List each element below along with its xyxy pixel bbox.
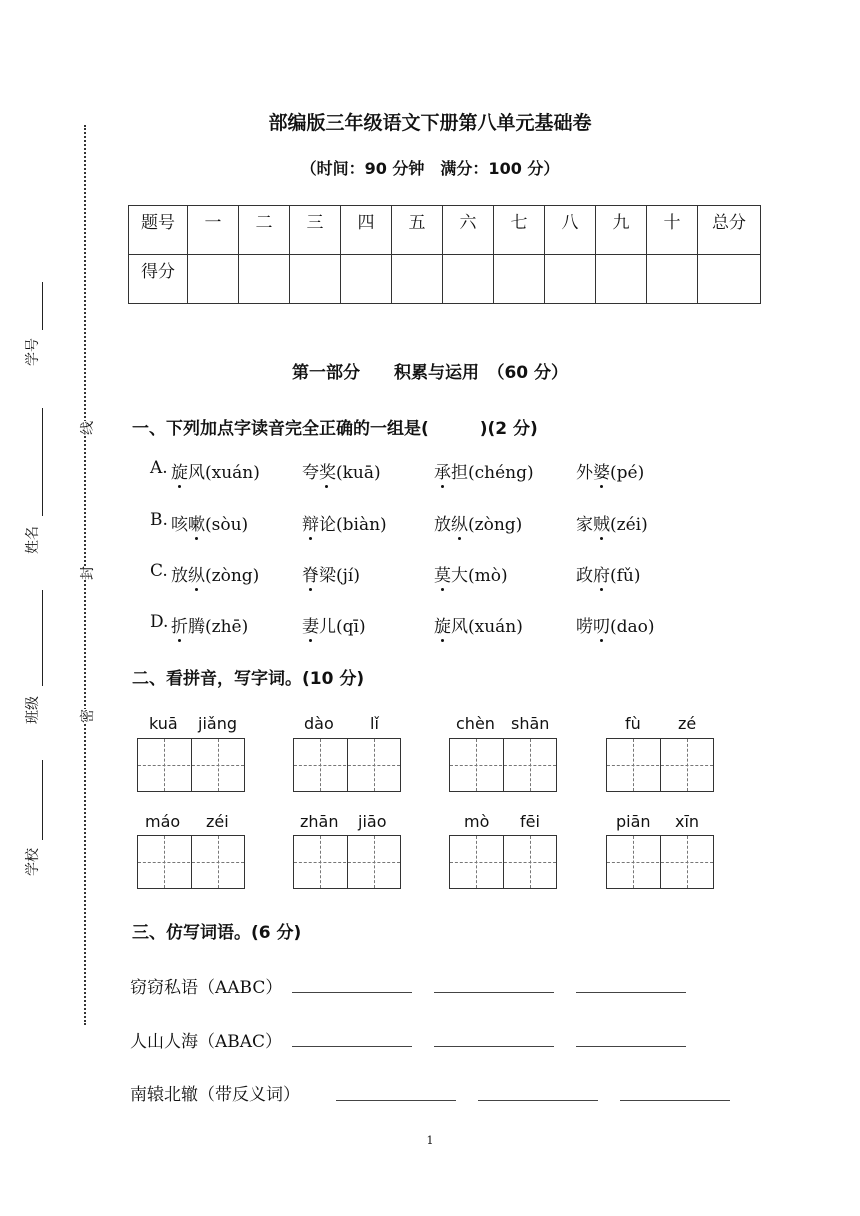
writing-grid[interactable] xyxy=(137,835,245,889)
answer-blank[interactable] xyxy=(292,1045,412,1047)
answer-blank[interactable] xyxy=(434,991,554,993)
emphasis-dot xyxy=(600,639,603,642)
score-header-cell: 一 xyxy=(188,206,239,255)
score-header-cell: 题号 xyxy=(129,206,188,255)
score-header-cell: 八 xyxy=(545,206,596,255)
pinyin-label: fù xyxy=(625,714,641,733)
emphasis-dot xyxy=(178,485,181,488)
q1-option-c-item: 脊梁(jí) xyxy=(302,566,360,586)
emphasis-dot xyxy=(441,588,444,591)
question-1-title: 一、下列加点字读音完全正确的一组是( )(2 分) xyxy=(132,419,538,439)
q1-option-b-letter: B. xyxy=(150,510,168,530)
score-cell[interactable] xyxy=(596,255,647,304)
q1-option-d-letter: D. xyxy=(150,612,169,632)
seal-word-secret: 密 xyxy=(77,709,97,723)
score-row-label: 得分 xyxy=(129,255,188,304)
school-label: 学校 xyxy=(25,848,41,876)
question-3-title: 三、仿写词语。(6 分) xyxy=(132,923,302,943)
q1-option-a-item: 旋风(xuán) xyxy=(171,463,260,483)
q1-option-b-item: 家贼(zéi) xyxy=(576,515,648,535)
page-number: 1 xyxy=(426,1134,434,1147)
pinyin-label: kuā xyxy=(149,714,178,733)
score-header-cell: 二 xyxy=(239,206,290,255)
pinyin-label: chèn xyxy=(456,714,495,733)
score-cell[interactable] xyxy=(392,255,443,304)
class-blank xyxy=(42,590,43,686)
seal-word-line: 线 xyxy=(77,421,97,435)
score-cell[interactable] xyxy=(341,255,392,304)
pinyin-label: zhān xyxy=(300,812,339,831)
answer-blank[interactable] xyxy=(292,991,412,993)
q1-option-b-item: 辩论(biàn) xyxy=(302,515,387,535)
answer-blank[interactable] xyxy=(576,1045,686,1047)
score-header-cell: 九 xyxy=(596,206,647,255)
q1-option-d-item: 折腾(zhē) xyxy=(171,617,249,637)
pinyin-label: dào xyxy=(304,714,334,733)
score-header-cell: 五 xyxy=(392,206,443,255)
seal-word-seal: 封 xyxy=(77,566,97,580)
pinyin-label: shān xyxy=(511,714,550,733)
emphasis-dot xyxy=(600,537,603,540)
pinyin-label: lǐ xyxy=(370,714,379,733)
page-title: 部编版三年级语文下册第八单元基础卷 xyxy=(268,112,592,134)
emphasis-dot xyxy=(178,639,181,642)
class-label: 班级 xyxy=(25,696,41,724)
emphasis-dot xyxy=(441,485,444,488)
emphasis-dot xyxy=(325,485,328,488)
answer-blank[interactable] xyxy=(478,1099,598,1101)
score-cell[interactable] xyxy=(647,255,698,304)
pinyin-label: fēi xyxy=(520,812,540,831)
emphasis-dot xyxy=(309,537,312,540)
name-label: 姓名 xyxy=(25,526,41,554)
school-blank xyxy=(42,760,43,840)
score-header-cell: 十 xyxy=(647,206,698,255)
q1-option-c-letter: C. xyxy=(150,561,168,581)
writing-grid[interactable] xyxy=(293,835,401,889)
pinyin-label: jiāo xyxy=(358,812,387,831)
score-table xyxy=(128,205,761,304)
pinyin-label: xīn xyxy=(675,812,700,831)
answer-blank[interactable] xyxy=(620,1099,730,1101)
score-cell[interactable] xyxy=(443,255,494,304)
pinyin-label: zéi xyxy=(206,812,229,831)
score-header-cell: 六 xyxy=(443,206,494,255)
copy-word-prompt: 南辕北辙（带反义词） xyxy=(130,1085,300,1105)
student-id-blank xyxy=(42,282,43,330)
writing-grid[interactable] xyxy=(606,738,714,792)
score-header-cell: 七 xyxy=(494,206,545,255)
part-one-heading: 第一部分 积累与运用 （60 分） xyxy=(291,363,569,383)
emphasis-dot xyxy=(309,639,312,642)
copy-word-prompt: 窃窃私语（AABC） xyxy=(130,978,283,998)
q1-option-a-item: 外婆(pé) xyxy=(576,463,645,483)
q1-option-a-item: 承担(chéng) xyxy=(434,463,534,483)
q1-option-c-item: 放纵(zòng) xyxy=(171,566,260,586)
score-table-score-row xyxy=(129,255,761,304)
writing-grid[interactable] xyxy=(137,738,245,792)
emphasis-dot xyxy=(458,537,461,540)
writing-grid[interactable] xyxy=(449,738,557,792)
q1-option-d-item: 唠叨(dao) xyxy=(576,617,655,637)
exam-info: （时间：90 分钟 满分：100 分） xyxy=(300,159,560,178)
emphasis-dot xyxy=(441,639,444,642)
pinyin-label: máo xyxy=(145,812,181,831)
q1-option-a-letter: A. xyxy=(150,458,168,478)
writing-grid[interactable] xyxy=(293,738,401,792)
copy-word-prompt: 人山人海（ABAC） xyxy=(130,1032,283,1052)
score-cell[interactable] xyxy=(494,255,545,304)
emphasis-dot xyxy=(309,588,312,591)
pinyin-label: piān xyxy=(616,812,651,831)
pinyin-label: jiǎng xyxy=(198,714,237,733)
pinyin-label: mò xyxy=(464,812,490,831)
score-cell[interactable] xyxy=(239,255,290,304)
q1-option-c-item: 莫大(mò) xyxy=(434,566,508,586)
answer-blank[interactable] xyxy=(336,1099,456,1101)
name-blank xyxy=(42,408,43,516)
emphasis-dot xyxy=(600,588,603,591)
score-cell[interactable] xyxy=(698,255,761,304)
score-header-cell: 四 xyxy=(341,206,392,255)
q1-option-b-item: 咳嗽(sòu) xyxy=(171,515,249,535)
q1-option-a-item: 夸奖(kuā) xyxy=(302,463,381,483)
score-header-cell: 三 xyxy=(290,206,341,255)
student-id-label: 学号 xyxy=(25,338,41,366)
writing-grid[interactable] xyxy=(449,835,557,889)
score-header-cell: 总分 xyxy=(698,206,761,255)
answer-blank[interactable] xyxy=(434,1045,554,1047)
q1-option-d-item: 妻儿(qī) xyxy=(302,617,366,637)
score-table-header-row xyxy=(129,206,761,255)
score-cell[interactable] xyxy=(290,255,341,304)
emphasis-dot xyxy=(195,588,198,591)
answer-blank[interactable] xyxy=(576,991,686,993)
q1-option-d-item: 旋风(xuán) xyxy=(434,617,523,637)
q1-option-c-item: 政府(fǔ) xyxy=(576,566,641,586)
q1-option-b-item: 放纵(zòng) xyxy=(434,515,523,535)
question-2-title: 二、看拼音，写字词。(10 分) xyxy=(132,669,365,689)
score-cell[interactable] xyxy=(545,255,596,304)
emphasis-dot xyxy=(600,485,603,488)
emphasis-dot xyxy=(195,537,198,540)
pinyin-label: zé xyxy=(678,714,697,733)
score-cell[interactable] xyxy=(188,255,239,304)
writing-grid[interactable] xyxy=(606,835,714,889)
